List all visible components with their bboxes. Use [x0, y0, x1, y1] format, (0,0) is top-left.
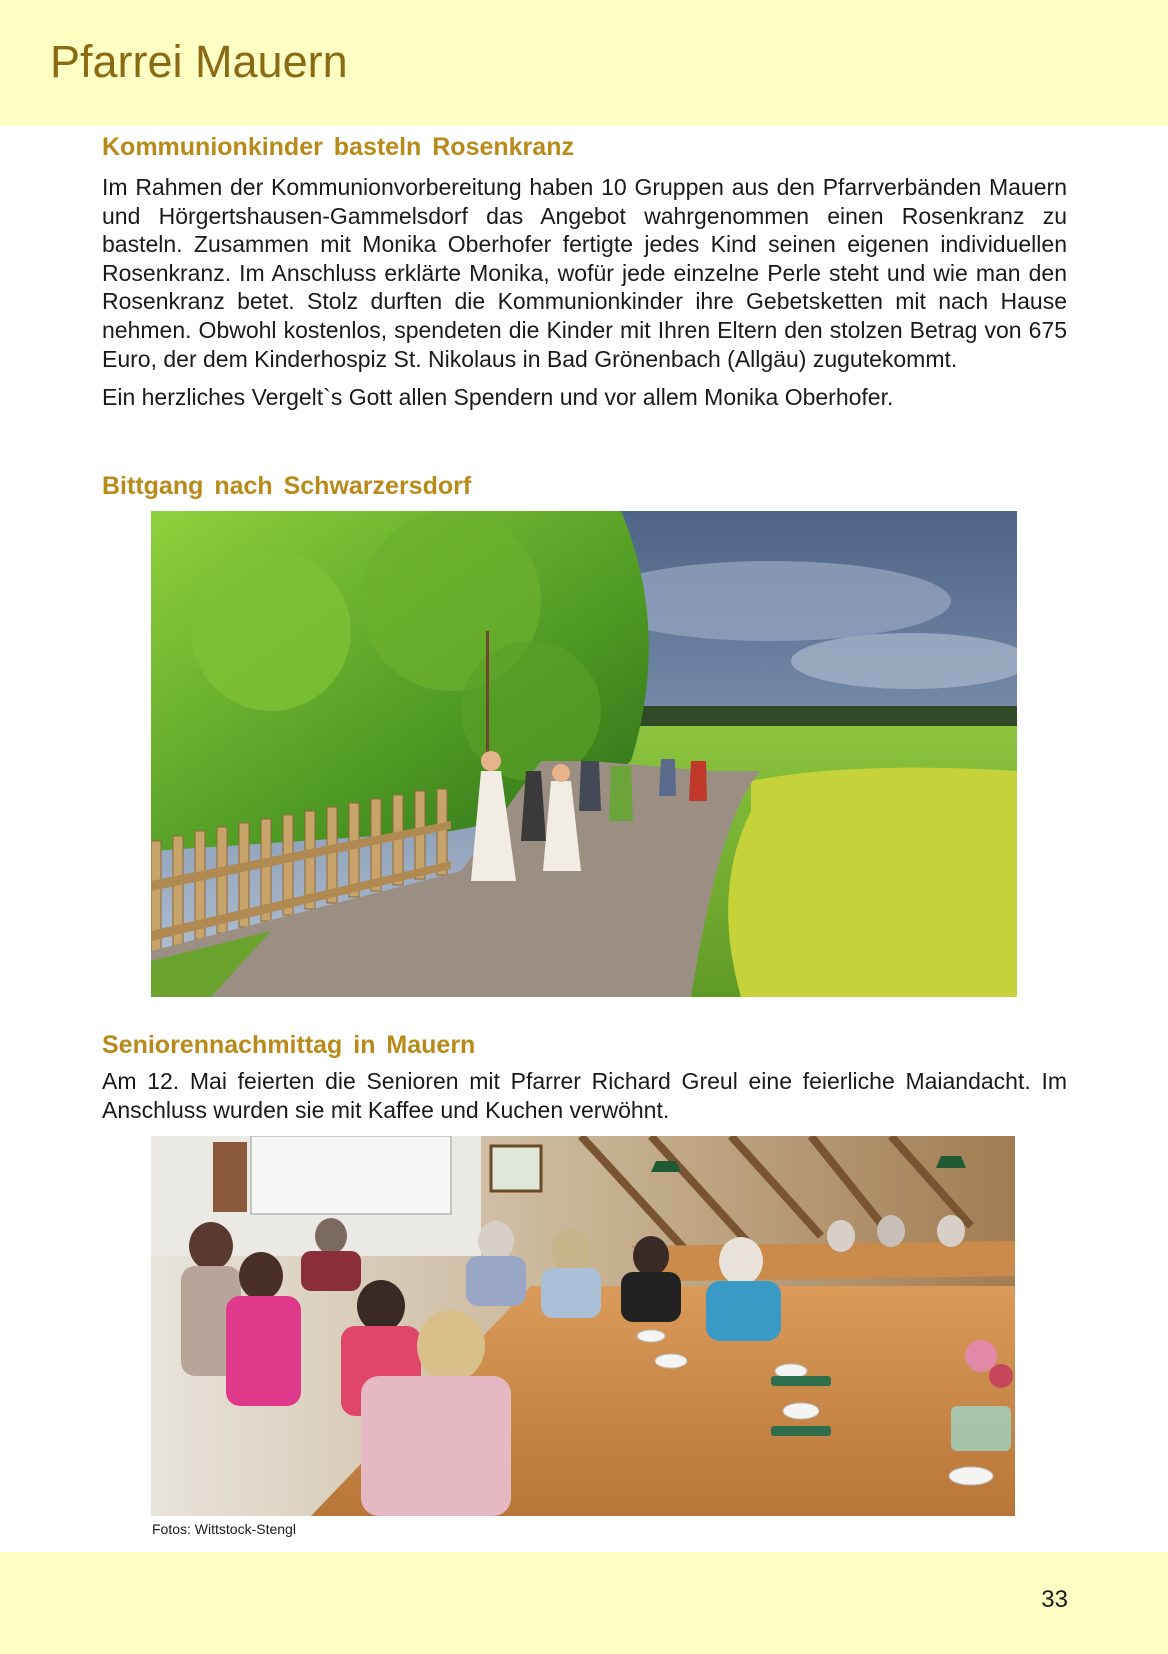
body-paragraph: Ein herzliches Vergelt`s Gott allen Spendern und vor allem Monika Oberhofer.: [102, 384, 894, 411]
page-number: 33: [1041, 1586, 1068, 1613]
page-title: Pfarrei Mauern: [50, 36, 348, 87]
photo-caption: Fotos: Wittstock-Stengl: [152, 1521, 296, 1537]
body-paragraph: Am 12. Mai feierten die Senioren mit Pfarrer Richard Greul eine feierliche Maiandacht. Im Anschluss wurden sie mit Kaffee und Kuchen verwöhnt.: [102, 1068, 1067, 1123]
section-heading: Bittgang nach Schwarzersdorf: [102, 472, 472, 500]
footer-band: [0, 1552, 1168, 1654]
section-bittgang: [102, 471, 1067, 501]
body-paragraph: Im Rahmen der Kommunionvorbereitung haben 10 Gruppen aus den Pfarrverbänden Mauern und Hörgertshausen-Gammelsdorf das Angebot wahrgenommen einen Rosenkranz zu basteln. Zusammen mit Monika Oberhofer fertigte jedes Kind seinen eigenen individuellen Rosenkranz. Im Anschluss erklärte Monika, wofür jede einzelne Perle steht und wie man den Rosenkranz betet. Stolz durften die Kommunionkinder ihre Gebetsketten mit nach Hause nehmen. Obwohl kostenlos, spendeten die Kinder mit Ihren Eltern den stolzen Betrag von 675 Euro, der dem Kinderhospiz St. Nikolaus in Bad Grönenbach (Allgäu) zugutekommt.: [102, 174, 1067, 372]
section-rosenkranz: [102, 132, 1067, 412]
senior-gathering-photo: [151, 1136, 1015, 1516]
section-heading: Kommunionkinder basteln Rosenkranz: [102, 133, 574, 161]
section-heading: Seniorennachmittag in Mauern: [102, 1031, 476, 1059]
procession-photo: [151, 511, 1017, 997]
section-senioren: [102, 1030, 1067, 1124]
